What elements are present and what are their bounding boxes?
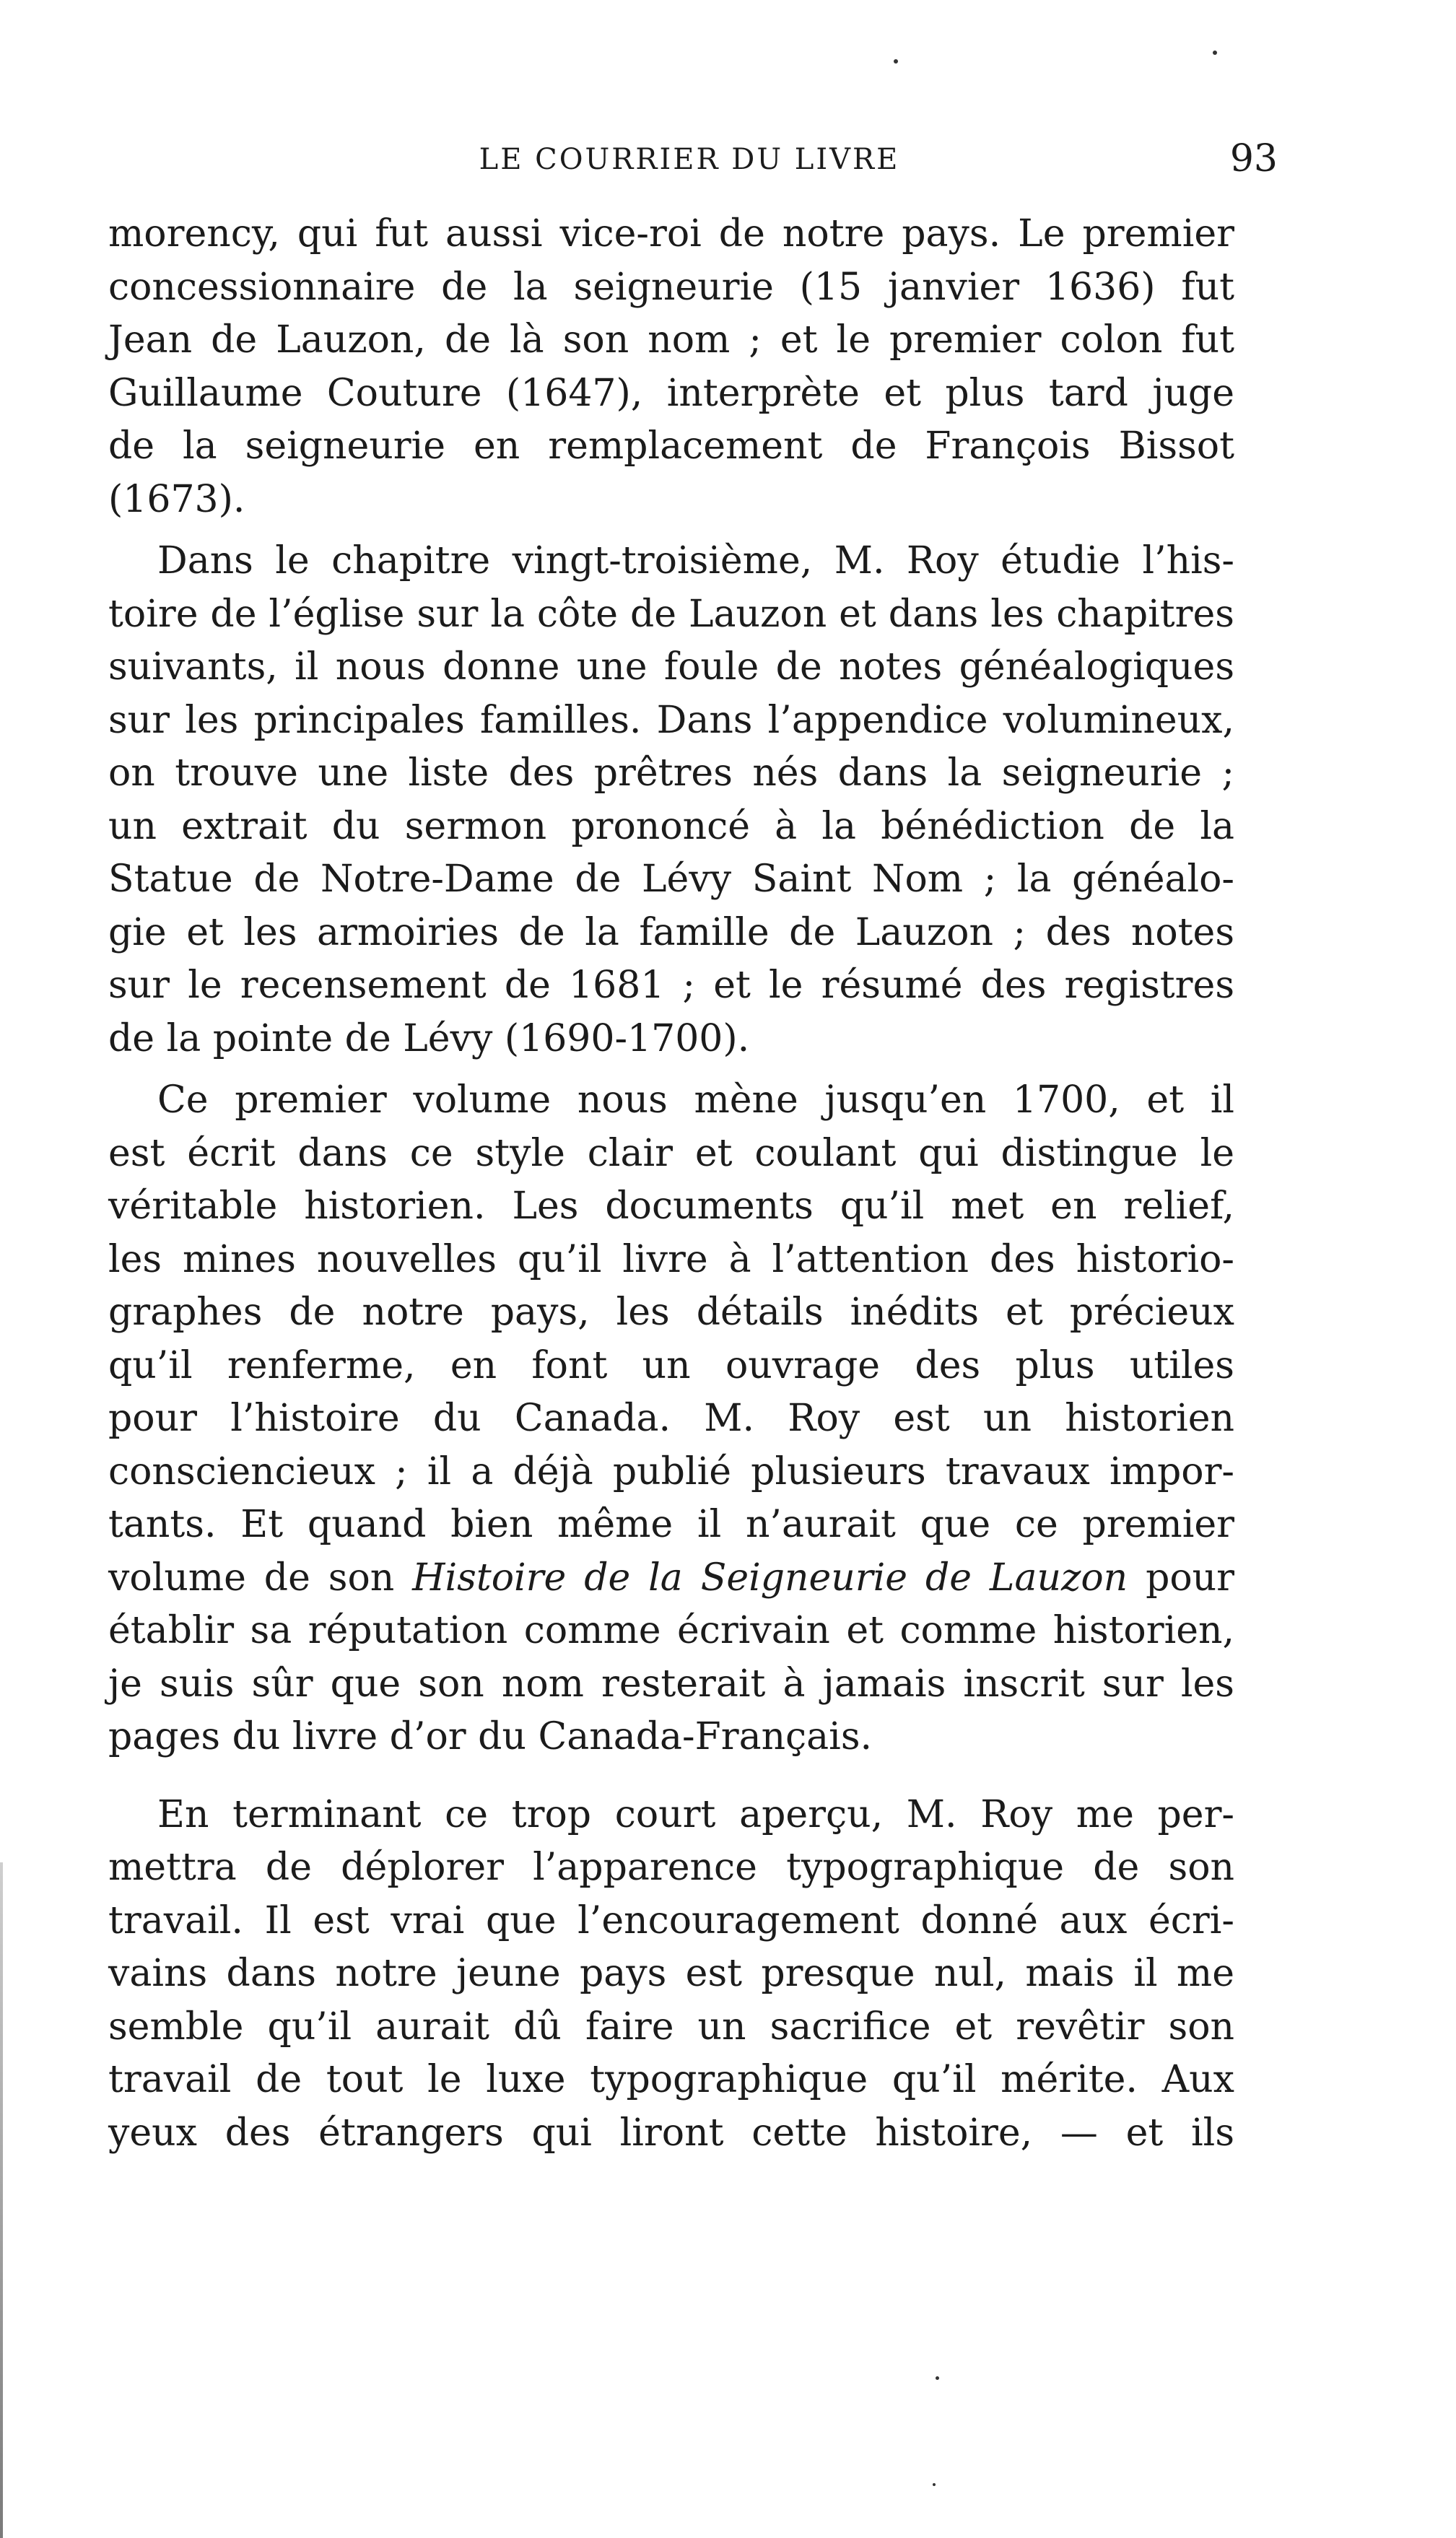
text-line: semble qu’il aurait dû faire un sacrifice et revêtir son: [108, 2005, 1234, 2049]
ink-speck: [936, 2376, 939, 2380]
page-header: [101, 136, 1278, 186]
text-line: tants. Et quand bien même il n’aurait que ce premier: [108, 1503, 1234, 1546]
text-line: suivants, il nous donne une foule de notes généalogiques: [108, 645, 1234, 689]
text-line: gie et les armoiries de la famille de Lauzon ; des notes: [108, 910, 1234, 954]
text-line: yeux des étrangers qui liront cette histoire, — et ils: [108, 2111, 1234, 2155]
text-line: consciencieux ; il a déjà publié plusieurs travaux impor-: [108, 1449, 1234, 1493]
text-line: mettra de déplorer l’apparence typographique de son: [108, 1846, 1234, 1889]
text-line: En terminant ce trop court aperçu, M. Roy me per-: [157, 1792, 1234, 1836]
text-line: sur le recensement de 1681 ; et le résumé des registres: [108, 964, 1234, 1007]
text-line: pour l’histoire du Canada. M. Roy est un historien: [108, 1397, 1234, 1440]
paragraph-2: [108, 535, 1234, 1065]
text-line: vains dans notre jeune pays est presque nul, mais il me: [108, 1952, 1234, 1995]
text-line: Jean de Lauzon, de là son nom ; et le premier colon fut: [108, 318, 1234, 362]
text-line: concessionnaire de la seigneurie (15 janvier 1636) fut: [108, 265, 1234, 309]
body-text: [108, 208, 1234, 2168]
text-line: qu’il renferme, en font un ouvrage des plus utiles: [108, 1343, 1234, 1387]
ink-speck: [1213, 51, 1217, 55]
text-line: de la pointe de Lévy (1690-1700).: [108, 1016, 750, 1060]
text-line: on trouve une liste des prêtres nés dans la seigneurie ;: [108, 751, 1234, 795]
text-line: toire de l’église sur la côte de Lauzon et dans les chapitres: [108, 592, 1234, 636]
text-line: travail de tout le luxe typographique qu’il mérite. Aux: [108, 2058, 1234, 2101]
text-segment: pour: [1146, 1556, 1235, 1600]
text-line: travail. Il est vrai que l’encouragement donné aux écri-: [108, 1898, 1234, 1942]
text-segment: volume de son: [108, 1556, 395, 1600]
running-title: LE COURRIER DU LIVRE: [479, 143, 900, 176]
page-edge-shadow: [0, 1862, 3, 2538]
text-line: graphes de notre pays, les détails inédits et précieux: [108, 1291, 1234, 1334]
text-line: est écrit dans ce style clair et coulant qui distingue le: [108, 1131, 1234, 1175]
text-line: sur les principales familles. Dans l’appendice volumineux,: [108, 698, 1234, 742]
ink-speck: [933, 2483, 936, 2486]
text-line: les mines nouvelles qu’il livre à l’attention des historio-: [108, 1237, 1234, 1281]
paragraph-4: [108, 1789, 1234, 2160]
paragraph-3: [108, 1074, 1234, 1764]
page-number: 93: [1229, 137, 1278, 180]
paragraph-1: [108, 208, 1234, 526]
text-line: véritable historien. Les documents qu’il met en relief,: [108, 1185, 1234, 1228]
text-line: Ce premier volume nous mène jusqu’en 1700, et il: [157, 1078, 1234, 1122]
text-line: je suis sûr que son nom resterait à jamais inscrit sur les: [108, 1662, 1234, 1706]
text-line: Statue de Notre-Dame de Lévy Saint Nom ; la généalo-: [108, 858, 1234, 901]
text-line-with-title: [108, 1552, 1234, 1605]
ink-speck: [894, 59, 898, 64]
text-line: un extrait du sermon prononcé à la bénédiction de la: [108, 804, 1234, 848]
text-line: établir sa réputation comme écrivain et comme historien,: [108, 1609, 1234, 1652]
text-line: de la seigneurie en remplacement de François Bissot: [108, 424, 1234, 468]
text-line: morency, qui fut aussi vice-roi de notre pays. Le premier: [108, 212, 1234, 256]
text-line: pages du livre d’or du Canada-Français.: [108, 1715, 873, 1758]
book-title: Histoire de la Seigneurie de Lauzon: [412, 1556, 1128, 1600]
text-line: Guillaume Couture (1647), interprète et plus tard juge: [108, 371, 1234, 415]
text-line: Dans le chapitre vingt-troisième, M. Roy étudie l’his-: [157, 539, 1234, 583]
text-line: (1673).: [108, 477, 245, 521]
